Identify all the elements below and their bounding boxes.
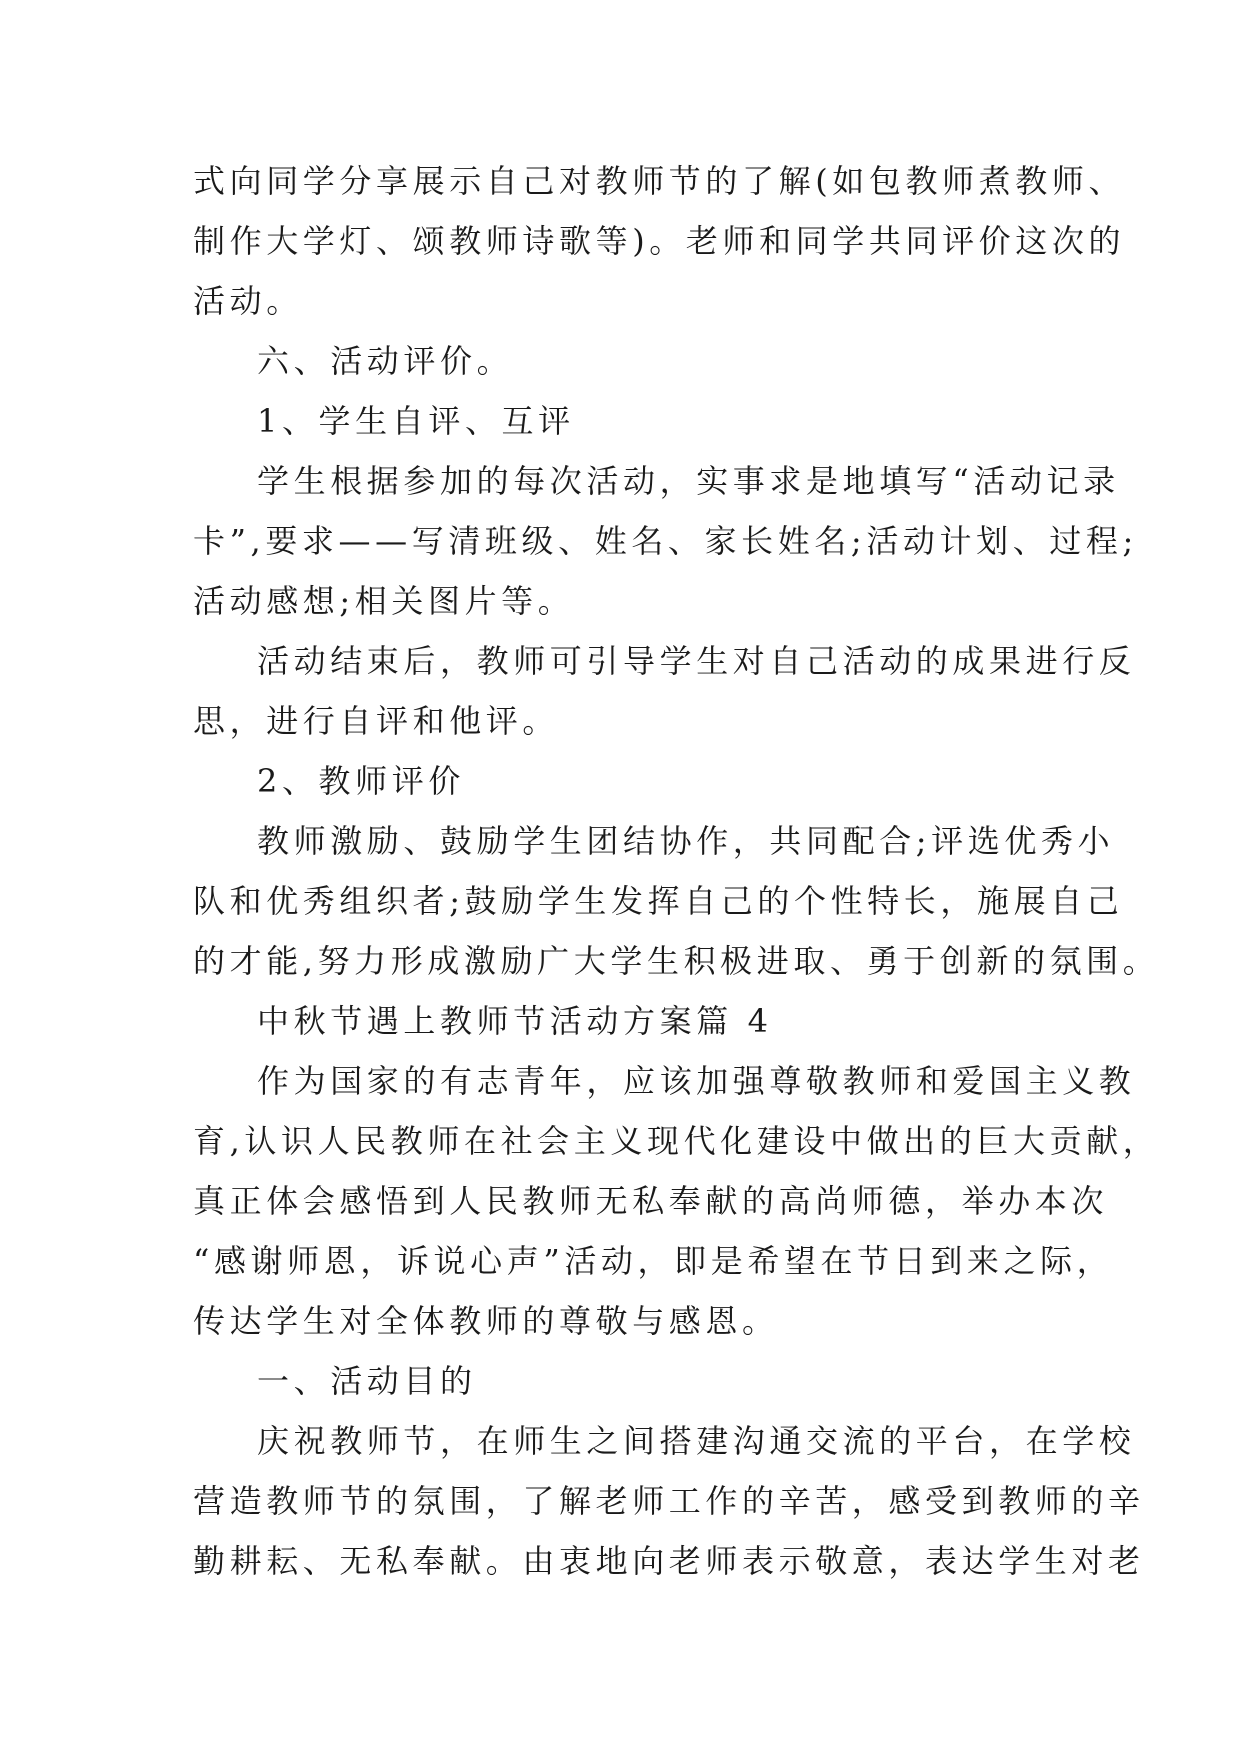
- body-text-line: 传达学生对全体教师的尊敬与感恩。: [193, 1302, 779, 1340]
- body-text-line: 庆祝教师节，在师生之间搭建沟通交流的平台，在学校: [257, 1422, 1136, 1460]
- subsection-heading: 2、教师评价: [257, 762, 465, 800]
- body-text-line: 作为国家的有志青年，应该加强尊敬教师和爱国主义教: [257, 1062, 1136, 1100]
- body-text-line: 制作大学灯、颂教师诗歌等)。老师和同学共同评价这次的: [193, 222, 1126, 260]
- body-text-line: 思，进行自评和他评。: [193, 702, 560, 740]
- body-text-line: 活动。: [193, 282, 303, 320]
- section-heading: 一、活动目的: [257, 1362, 477, 1400]
- subsection-heading: 1、学生自评、互评: [257, 402, 575, 440]
- document-body: [193, 151, 1160, 1591]
- article-title: 中秋节遇上教师节活动方案篇 4: [257, 1002, 773, 1040]
- body-text-line: 的才能,努力形成激励广大学生积极进取、勇于创新的氛围。: [193, 942, 1160, 980]
- body-text-line: 勤耕耘、无私奉献。由衷地向老师表示敬意，表达学生对老: [193, 1542, 1145, 1580]
- body-text-line: 活动结束后，教师可引导学生对自己活动的成果进行反: [257, 642, 1136, 680]
- body-text-line: 式向同学分享展示自己对教师节的了解(如包教师煮教师、: [193, 162, 1126, 200]
- body-text-line: 活动感想;相关图片等。: [193, 582, 575, 620]
- body-text-line: 卡”,要求——写清班级、姓名、家长姓名;活动计划、过程;: [193, 522, 1138, 560]
- body-text-line: 育,认识人民教师在社会主义现代化建设中做出的巨大贡献，: [193, 1122, 1160, 1160]
- body-text-line: 教师激励、鼓励学生团结协作，共同配合;评选优秀小: [257, 822, 1115, 860]
- body-text-line: 学生根据参加的每次活动，实事求是地填写“活动记录: [257, 462, 1120, 500]
- body-text-line: 队和优秀组织者;鼓励学生发挥自己的个性特长，施展自己: [193, 882, 1124, 920]
- body-text-line: 营造教师节的氛围，了解老师工作的辛苦，感受到教师的辛: [193, 1482, 1145, 1520]
- body-text-line: “感谢师恩，诉说心声”活动，即是希望在节日到来之际，: [193, 1242, 1114, 1280]
- body-text-line: 真正体会感悟到人民教师无私奉献的高尚师德，举办本次: [193, 1182, 1109, 1220]
- section-heading: 六、活动评价。: [257, 342, 514, 380]
